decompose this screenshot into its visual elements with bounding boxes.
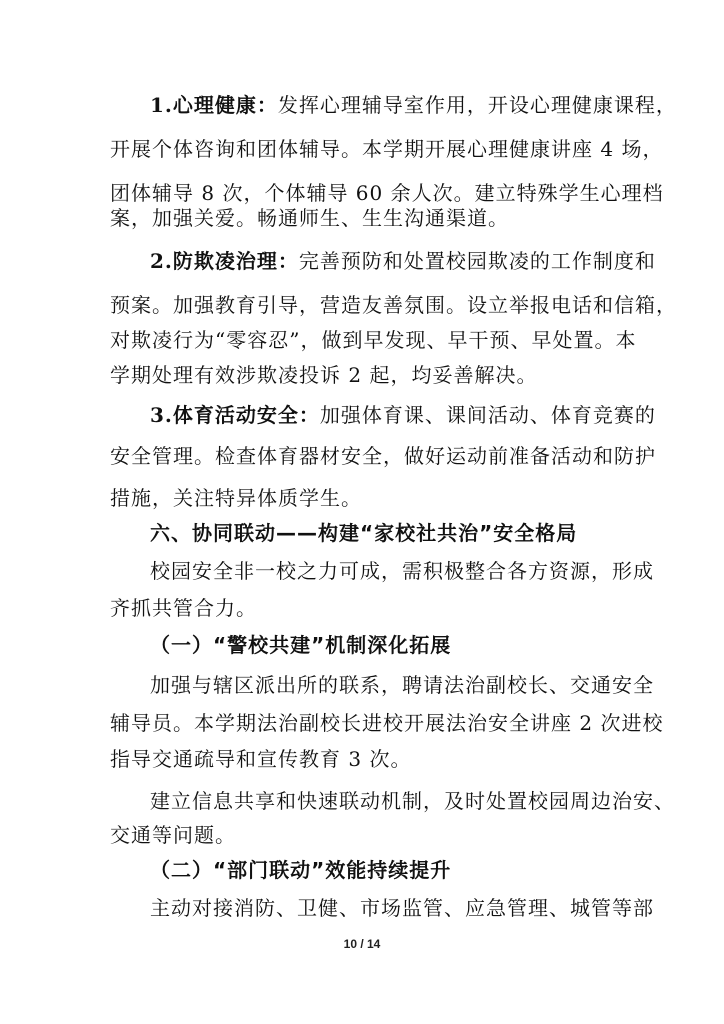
paragraph-mental-health-line-4: 案，加强关爱。畅通师生、生生沟通渠道。 (110, 206, 509, 230)
paragraph-anti-bullying-line-4: 学期处理有效涉欺凌投诉 2 起，均妥善解决。 (110, 363, 538, 387)
section-heading-six: 六、协同联动——构建“家校社共治”安全格局 (150, 521, 578, 545)
subsection-heading-department: （二）“部门联动”效能持续提升 (150, 858, 452, 882)
item-label-mental-health: 1.心理健康： (150, 93, 278, 117)
item-label-anti-bullying: 2.防欺凌治理： (150, 249, 299, 273)
item-label-sports-safety: 3.体育活动安全： (150, 403, 320, 427)
paragraph-collab-line-1: 校园安全非一校之力可成，需积极整合各方资源，形成 (150, 559, 654, 583)
paragraph-police-line-1: 加强与辖区派出所的联系，聘请法治副校长、交通安全 (150, 673, 654, 697)
paragraph-info-share-line-1: 建立信息共享和快速联动机制，及时处置校园周边治安、 (150, 789, 675, 813)
paragraph-anti-bullying-line-2: 预案。加强教育引导，营造友善氛围。设立举报电话和信箱， (110, 293, 677, 317)
paragraph-mental-health-line-3: 团体辅导 8 次，个体辅导 60 余人次。建立特殊学生心理档 (110, 181, 664, 205)
paragraph-anti-bullying-line-1: 2.防欺凌治理：完善预防和处置校园欺凌的工作制度和 (150, 249, 656, 273)
paragraph-info-share-line-2: 交通等问题。 (110, 823, 236, 847)
paragraph-mental-health-line-2: 开展个体咨询和团体辅导。本学期开展心理健康讲座 4 场， (110, 137, 664, 161)
page-number: 10 / 14 (343, 937, 381, 951)
paragraph-police-line-3: 指导交通疏导和宣传教育 3 次。 (110, 747, 412, 771)
paragraph-mental-health-line-1: 1.心理健康：发挥心理辅导室作用，开设心理健康课程， (150, 93, 677, 117)
paragraph-sports-safety-line-2: 安全管理。检查体育器材安全，做好运动前准备活动和防护 (110, 444, 656, 468)
paragraph-department-line-1: 主动对接消防、卫健、市场监管、应急管理、城管等部 (150, 896, 654, 920)
paragraph-anti-bullying-line-3: 对欺凌行为“零容忍”，做到早发现、早干预、早处置。本 (110, 328, 637, 352)
paragraph-police-line-2: 辅导员。本学期法治副校长进校开展法治安全讲座 2 次进校 (110, 711, 664, 735)
paragraph-sports-safety-line-1: 3.体育活动安全：加强体育课、课间活动、体育竞赛的 (150, 403, 656, 427)
subsection-heading-police-school: （一）“警校共建”机制深化拓展 (150, 633, 452, 657)
paragraph-sports-safety-line-3: 措施，关注特异体质学生。 (110, 486, 362, 510)
paragraph-collab-line-2: 齐抓共管合力。 (110, 596, 257, 620)
